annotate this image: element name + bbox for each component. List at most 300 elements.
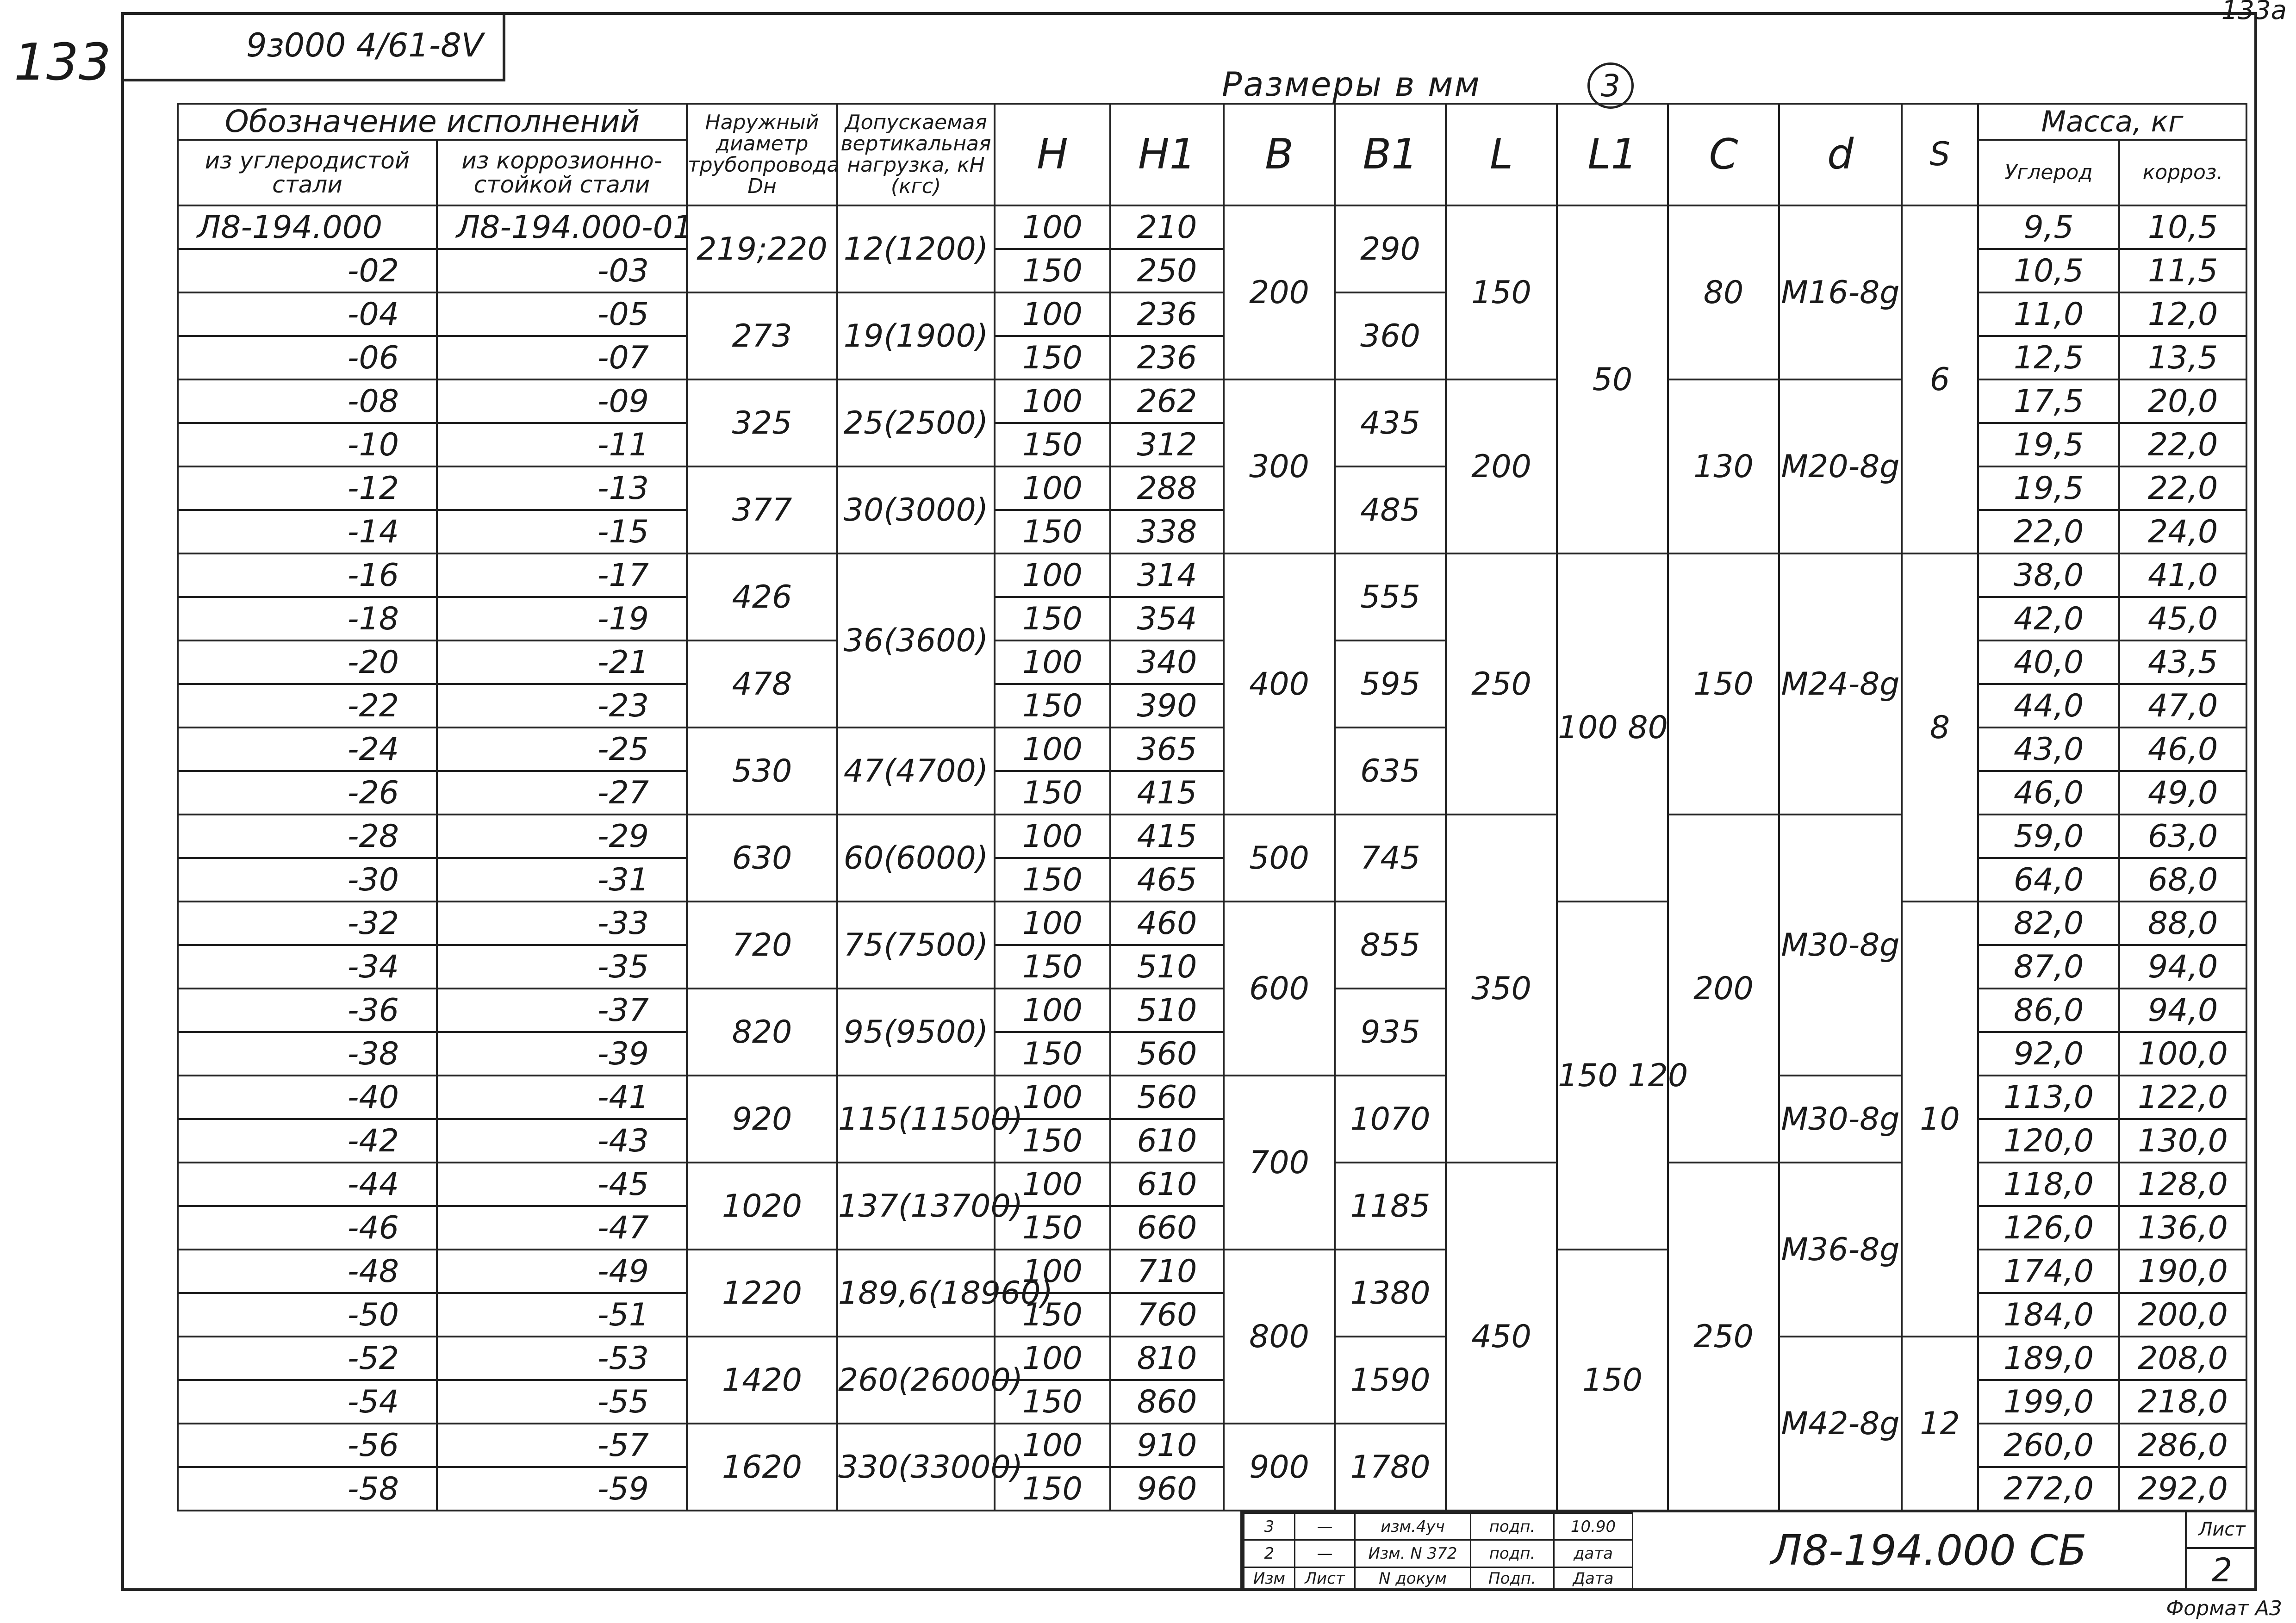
H1-cell: 262	[1110, 379, 1224, 423]
C-cell: 250	[1668, 1163, 1779, 1511]
H1-cell: 560	[1110, 1032, 1224, 1076]
load-cell: 19(1900)	[837, 292, 995, 379]
H1-cell: 236	[1110, 336, 1224, 379]
revision-cell: 3	[1244, 1513, 1295, 1540]
stainless-designation: -03	[437, 249, 687, 292]
H-cell: 150	[995, 1380, 1110, 1424]
revision-cell: Изм. N 372	[1355, 1540, 1471, 1567]
B-cell: 800	[1224, 1250, 1335, 1424]
carbon-designation: -32	[178, 902, 437, 945]
header-S: S	[1902, 104, 1978, 205]
stainless-designation: -17	[437, 553, 687, 597]
diameter-cell: 478	[687, 640, 837, 728]
mass-carbon-cell: 10,5	[1978, 249, 2119, 292]
B1-cell: 1780	[1335, 1424, 1446, 1511]
d-cell: M16-8g	[1779, 205, 1902, 379]
H-cell: 100	[995, 1163, 1110, 1206]
carbon-designation: -14	[178, 510, 437, 553]
carbon-designation: -56	[178, 1424, 437, 1467]
H-cell: 150	[995, 771, 1110, 815]
H1-cell: 460	[1110, 902, 1224, 945]
carbon-designation: -52	[178, 1337, 437, 1380]
B-cell: 500	[1224, 815, 1335, 902]
stainless-designation: -29	[437, 815, 687, 858]
B1-cell: 595	[1335, 640, 1446, 728]
mass-carbon-cell: 189,0	[1978, 1337, 2119, 1380]
carbon-designation: -16	[178, 553, 437, 597]
stainless-designation: -59	[437, 1467, 687, 1511]
load-cell: 60(6000)	[837, 815, 995, 902]
H1-cell: 288	[1110, 466, 1224, 510]
load-cell: 260(26000)	[837, 1337, 995, 1424]
header-mass-carbon: Углерод	[1978, 140, 2119, 205]
H-cell: 100	[995, 1250, 1110, 1293]
B-cell: 700	[1224, 1076, 1335, 1250]
H-cell: 150	[995, 510, 1110, 553]
header-C: C	[1668, 104, 1779, 205]
header-B: B	[1224, 104, 1335, 205]
mass-corr-cell: 200,0	[2119, 1293, 2246, 1337]
diameter-cell: 1620	[687, 1424, 837, 1511]
revision-cell: подп.	[1471, 1540, 1554, 1567]
sheet-cell	[2185, 1512, 2257, 1591]
H-cell: 100	[995, 728, 1110, 771]
mass-corr-cell: 130,0	[2119, 1119, 2246, 1163]
H1-cell: 365	[1110, 728, 1224, 771]
d-cell: M30-8g	[1779, 815, 1902, 1076]
circle-number: 3	[1587, 62, 1634, 109]
mass-corr-cell: 63,0	[2119, 815, 2246, 858]
diameter-cell: 219;220	[687, 205, 837, 292]
header-mass-corr: корроз.	[2119, 140, 2246, 205]
mass-carbon-cell: 126,0	[1978, 1206, 2119, 1250]
B1-cell: 1380	[1335, 1250, 1446, 1337]
mass-carbon-cell: 113,0	[1978, 1076, 2119, 1119]
mass-corr-cell: 20,0	[2119, 379, 2246, 423]
format-label: Формат А3	[2166, 1597, 2282, 1620]
mass-corr-cell: 11,5	[2119, 249, 2246, 292]
stainless-designation: -25	[437, 728, 687, 771]
stainless-designation: -13	[437, 466, 687, 510]
diameter-cell: 1420	[687, 1337, 837, 1424]
stainless-designation: Л8-194.000-01	[437, 205, 687, 249]
stainless-designation: -19	[437, 597, 687, 640]
H-cell: 150	[995, 336, 1110, 379]
revision-cell: Изм	[1244, 1567, 1295, 1590]
B1-cell: 435	[1335, 379, 1446, 466]
mass-carbon-cell: 174,0	[1978, 1250, 2119, 1293]
table-row	[178, 553, 2246, 597]
revision-cell: изм.4уч	[1355, 1513, 1471, 1540]
stainless-designation: -21	[437, 640, 687, 684]
H-cell: 100	[995, 205, 1110, 249]
revision-cell: —	[1295, 1513, 1355, 1540]
load-cell: 30(3000)	[837, 466, 995, 553]
stainless-designation: -07	[437, 336, 687, 379]
carbon-designation: -08	[178, 379, 437, 423]
stainless-designation: -39	[437, 1032, 687, 1076]
H1-cell: 760	[1110, 1293, 1224, 1337]
H-cell: 150	[995, 684, 1110, 728]
stainless-designation: -45	[437, 1163, 687, 1206]
stainless-designation: -41	[437, 1076, 687, 1119]
table-row	[178, 205, 2246, 249]
revision-row	[1244, 1540, 1633, 1567]
d-cell: M20-8g	[1779, 379, 1902, 553]
mass-corr-cell: 22,0	[2119, 423, 2246, 466]
header-L1: L1	[1557, 104, 1668, 205]
load-cell: 25(2500)	[837, 379, 995, 466]
header-d: d	[1779, 104, 1902, 205]
mass-corr-cell: 24,0	[2119, 510, 2246, 553]
H-cell: 150	[995, 1206, 1110, 1250]
load-cell: 95(9500)	[837, 989, 995, 1076]
mass-corr-cell: 128,0	[2119, 1163, 2246, 1206]
H1-cell: 390	[1110, 684, 1224, 728]
B-cell: 200	[1224, 205, 1335, 379]
S-cell: 8	[1902, 553, 1978, 902]
H-cell: 100	[995, 815, 1110, 858]
mass-corr-cell: 136,0	[2119, 1206, 2246, 1250]
H1-cell: 910	[1110, 1424, 1224, 1467]
H1-cell: 510	[1110, 945, 1224, 989]
revision-cell: дата	[1554, 1540, 1633, 1567]
mass-carbon-cell: 19,5	[1978, 466, 2119, 510]
revision-table	[1243, 1512, 1633, 1591]
header-L: L	[1446, 104, 1557, 205]
H1-cell: 610	[1110, 1163, 1224, 1206]
mass-corr-cell: 46,0	[2119, 728, 2246, 771]
C-cell: 150	[1668, 553, 1779, 815]
H1-cell: 250	[1110, 249, 1224, 292]
H-cell: 150	[995, 1467, 1110, 1511]
H1-cell: 860	[1110, 1380, 1224, 1424]
carbon-designation: -10	[178, 423, 437, 466]
carbon-designation: -22	[178, 684, 437, 728]
header-allowed-load: Допускаемая вертикальная нагрузка, кН (кгс)	[837, 104, 995, 205]
carbon-designation: -30	[178, 858, 437, 902]
H-cell: 150	[995, 1032, 1110, 1076]
H-cell: 100	[995, 466, 1110, 510]
load-cell: 137(13700)	[837, 1163, 995, 1250]
mass-carbon-cell: 120,0	[1978, 1119, 2119, 1163]
mass-carbon-cell: 86,0	[1978, 989, 2119, 1032]
mass-corr-cell: 190,0	[2119, 1250, 2246, 1293]
table-row	[178, 1337, 2246, 1380]
mass-carbon-cell: 272,0	[1978, 1467, 2119, 1511]
B1-cell: 1590	[1335, 1337, 1446, 1424]
load-cell: 12(1200)	[837, 205, 995, 292]
H-cell: 150	[995, 858, 1110, 902]
mass-corr-cell: 94,0	[2119, 945, 2246, 989]
H1-cell: 660	[1110, 1206, 1224, 1250]
H-cell: 150	[995, 597, 1110, 640]
stainless-designation: -37	[437, 989, 687, 1032]
H1-cell: 338	[1110, 510, 1224, 553]
mass-corr-cell: 47,0	[2119, 684, 2246, 728]
diameter-cell: 530	[687, 728, 837, 815]
dimensions-table	[177, 103, 2247, 1511]
header-carbon-steel: из углеродистой стали	[178, 140, 437, 205]
mass-carbon-cell: 42,0	[1978, 597, 2119, 640]
dimensions-title: Размеры в мм	[1222, 65, 1481, 104]
mass-carbon-cell: 199,0	[1978, 1380, 2119, 1424]
mass-carbon-cell: 22,0	[1978, 510, 2119, 553]
d-cell: M24-8g	[1779, 553, 1902, 815]
d-cell: M36-8g	[1779, 1163, 1902, 1337]
sheet-label: Лист	[2187, 1512, 2257, 1549]
mass-corr-cell: 218,0	[2119, 1380, 2246, 1424]
diameter-cell: 426	[687, 553, 837, 640]
mass-corr-cell: 22,0	[2119, 466, 2246, 510]
mass-corr-cell: 122,0	[2119, 1076, 2246, 1119]
stainless-designation: -15	[437, 510, 687, 553]
L-cell: 200	[1446, 379, 1557, 553]
stainless-designation: -47	[437, 1206, 687, 1250]
mass-carbon-cell: 118,0	[1978, 1163, 2119, 1206]
stainless-designation: -53	[437, 1337, 687, 1380]
stainless-designation: -51	[437, 1293, 687, 1337]
stainless-designation: -49	[437, 1250, 687, 1293]
H1-cell: 210	[1110, 205, 1224, 249]
top-right-page-number: 133a	[2221, 0, 2287, 25]
carbon-designation: -28	[178, 815, 437, 858]
mass-corr-cell: 68,0	[2119, 858, 2246, 902]
revision-cell: Подп.	[1471, 1567, 1554, 1590]
table-row	[178, 902, 2246, 945]
carbon-designation: -02	[178, 249, 437, 292]
load-cell: 36(3600)	[837, 553, 995, 728]
mass-corr-cell: 88,0	[2119, 902, 2246, 945]
diameter-cell: 273	[687, 292, 837, 379]
stainless-designation: -55	[437, 1380, 687, 1424]
B-cell: 600	[1224, 902, 1335, 1076]
mass-carbon-cell: 17,5	[1978, 379, 2119, 423]
stainless-designation: -11	[437, 423, 687, 466]
H1-cell: 236	[1110, 292, 1224, 336]
carbon-designation: -36	[178, 989, 437, 1032]
mass-corr-cell: 100,0	[2119, 1032, 2246, 1076]
B-cell: 900	[1224, 1424, 1335, 1511]
B-cell: 400	[1224, 553, 1335, 815]
H1-cell: 610	[1110, 1119, 1224, 1163]
mass-carbon-cell: 9,5	[1978, 205, 2119, 249]
L1-cell: 150 120	[1557, 902, 1668, 1250]
carbon-designation: -20	[178, 640, 437, 684]
d-cell: M30-8g	[1779, 1076, 1902, 1163]
revision-cell: N докум	[1355, 1567, 1471, 1590]
stainless-designation: -27	[437, 771, 687, 815]
carbon-designation: Л8-194.000	[178, 205, 437, 249]
H-cell: 100	[995, 379, 1110, 423]
S-cell: 6	[1902, 205, 1978, 553]
H-cell: 150	[995, 1119, 1110, 1163]
stamp-text: 9з000 4/61-8V	[246, 26, 484, 64]
header-outer-diameter: Наружный диаметр трубопровода Dн	[687, 104, 837, 205]
diameter-cell: 1220	[687, 1250, 837, 1337]
H1-cell: 314	[1110, 553, 1224, 597]
mass-carbon-cell: 46,0	[1978, 771, 2119, 815]
revision-cell: Лист	[1295, 1567, 1355, 1590]
mass-corr-cell: 10,5	[2119, 205, 2246, 249]
H1-cell: 560	[1110, 1076, 1224, 1119]
mass-corr-cell: 45,0	[2119, 597, 2246, 640]
L1-cell: 100 80	[1557, 553, 1668, 902]
carbon-designation: -12	[178, 466, 437, 510]
revision-cell: подп.	[1471, 1513, 1554, 1540]
mass-carbon-cell: 59,0	[1978, 815, 2119, 858]
H-cell: 100	[995, 553, 1110, 597]
mass-carbon-cell: 92,0	[1978, 1032, 2119, 1076]
revision-cell: 10.90	[1554, 1513, 1633, 1540]
mass-carbon-cell: 87,0	[1978, 945, 2119, 989]
H1-cell: 354	[1110, 597, 1224, 640]
mass-carbon-cell: 44,0	[1978, 684, 2119, 728]
mass-corr-cell: 12,0	[2119, 292, 2246, 336]
stainless-designation: -43	[437, 1119, 687, 1163]
mass-carbon-cell: 38,0	[1978, 553, 2119, 597]
stainless-designation: -05	[437, 292, 687, 336]
B-cell: 300	[1224, 379, 1335, 553]
B1-cell: 745	[1335, 815, 1446, 902]
H-cell: 150	[995, 1293, 1110, 1337]
H-cell: 100	[995, 1424, 1110, 1467]
mass-carbon-cell: 12,5	[1978, 336, 2119, 379]
mass-corr-cell: 286,0	[2119, 1424, 2246, 1467]
B1-cell: 360	[1335, 292, 1446, 379]
H-cell: 100	[995, 292, 1110, 336]
load-cell: 330(33000)	[837, 1424, 995, 1511]
L-cell: 450	[1446, 1163, 1557, 1511]
mass-carbon-cell: 40,0	[1978, 640, 2119, 684]
diameter-cell: 820	[687, 989, 837, 1076]
mass-carbon-cell: 43,0	[1978, 728, 2119, 771]
H1-cell: 710	[1110, 1250, 1224, 1293]
document-code: Л8-194.000 СБ	[1771, 1526, 2087, 1575]
H1-cell: 465	[1110, 858, 1224, 902]
diameter-cell: 920	[687, 1076, 837, 1163]
carbon-designation: -26	[178, 771, 437, 815]
load-cell: 189,6(18960)	[837, 1250, 995, 1337]
H-cell: 100	[995, 1076, 1110, 1119]
H1-cell: 415	[1110, 771, 1224, 815]
load-cell: 115(11500)	[837, 1076, 995, 1163]
revision-cell: Дата	[1554, 1567, 1633, 1590]
mass-corr-cell: 13,5	[2119, 336, 2246, 379]
stainless-designation: -33	[437, 902, 687, 945]
B1-cell: 555	[1335, 553, 1446, 640]
B1-cell: 290	[1335, 205, 1446, 292]
stainless-designation: -57	[437, 1424, 687, 1467]
carbon-designation: -54	[178, 1380, 437, 1424]
H1-cell: 312	[1110, 423, 1224, 466]
carbon-designation: -34	[178, 945, 437, 989]
B1-cell: 1070	[1335, 1076, 1446, 1163]
header-stainless-steel: из коррозионно-стойкой стали	[437, 140, 687, 205]
mass-carbon-cell: 19,5	[1978, 423, 2119, 466]
B1-cell: 1185	[1335, 1163, 1446, 1250]
mass-corr-cell: 292,0	[2119, 1467, 2246, 1511]
mass-corr-cell: 41,0	[2119, 553, 2246, 597]
H-cell: 100	[995, 640, 1110, 684]
revision-cell: —	[1295, 1540, 1355, 1567]
carbon-designation: -50	[178, 1293, 437, 1337]
H1-cell: 960	[1110, 1467, 1224, 1511]
header-H: H	[995, 104, 1110, 205]
mass-carbon-cell: 11,0	[1978, 292, 2119, 336]
mass-carbon-cell: 184,0	[1978, 1293, 2119, 1337]
header-B1: B1	[1335, 104, 1446, 205]
carbon-designation: -40	[178, 1076, 437, 1119]
load-cell: 75(7500)	[837, 902, 995, 989]
d-cell: M42-8g	[1779, 1337, 1902, 1511]
title-block	[1240, 1510, 2257, 1591]
carbon-designation: -06	[178, 336, 437, 379]
diameter-cell: 630	[687, 815, 837, 902]
L-cell: 150	[1446, 205, 1557, 379]
H1-cell: 510	[1110, 989, 1224, 1032]
L1-cell: 50	[1557, 205, 1668, 553]
B1-cell: 935	[1335, 989, 1446, 1076]
mass-carbon-cell: 82,0	[1978, 902, 2119, 945]
archive-stamp	[121, 12, 505, 81]
load-cell: 47(4700)	[837, 728, 995, 815]
H1-cell: 810	[1110, 1337, 1224, 1380]
L-cell: 250	[1446, 553, 1557, 815]
B1-cell: 485	[1335, 466, 1446, 553]
table-body	[178, 205, 2246, 1511]
C-cell: 200	[1668, 815, 1779, 1163]
mass-corr-cell: 43,5	[2119, 640, 2246, 684]
H-cell: 150	[995, 423, 1110, 466]
H1-cell: 340	[1110, 640, 1224, 684]
diameter-cell: 720	[687, 902, 837, 989]
corner-page-number: 133	[14, 32, 111, 92]
B1-cell: 855	[1335, 902, 1446, 989]
L1-cell: 150	[1557, 1250, 1668, 1511]
stainless-designation: -35	[437, 945, 687, 989]
H-cell: 150	[995, 249, 1110, 292]
carbon-designation: -42	[178, 1119, 437, 1163]
carbon-designation: -44	[178, 1163, 437, 1206]
revision-cell: 2	[1244, 1540, 1295, 1567]
stainless-designation: -23	[437, 684, 687, 728]
carbon-designation: -48	[178, 1250, 437, 1293]
stainless-designation: -31	[437, 858, 687, 902]
mass-carbon-cell: 260,0	[1978, 1424, 2119, 1467]
diameter-cell: 325	[687, 379, 837, 466]
diameter-cell: 377	[687, 466, 837, 553]
H-cell: 150	[995, 945, 1110, 989]
revision-row	[1244, 1567, 1633, 1590]
carbon-designation: -58	[178, 1467, 437, 1511]
S-cell: 10	[1902, 902, 1978, 1337]
carbon-designation: -24	[178, 728, 437, 771]
header-H1: H1	[1110, 104, 1224, 205]
diameter-cell: 1020	[687, 1163, 837, 1250]
B1-cell: 635	[1335, 728, 1446, 815]
header-designation: Обозначение исполнений	[178, 104, 687, 140]
H-cell: 100	[995, 1337, 1110, 1380]
sheet-number: 2	[2211, 1551, 2233, 1589]
stainless-designation: -09	[437, 379, 687, 423]
L-cell: 350	[1446, 815, 1557, 1163]
carbon-designation: -04	[178, 292, 437, 336]
header-mass: Масса, кг	[1978, 104, 2246, 140]
carbon-designation: -46	[178, 1206, 437, 1250]
mass-carbon-cell: 64,0	[1978, 858, 2119, 902]
H-cell: 100	[995, 989, 1110, 1032]
